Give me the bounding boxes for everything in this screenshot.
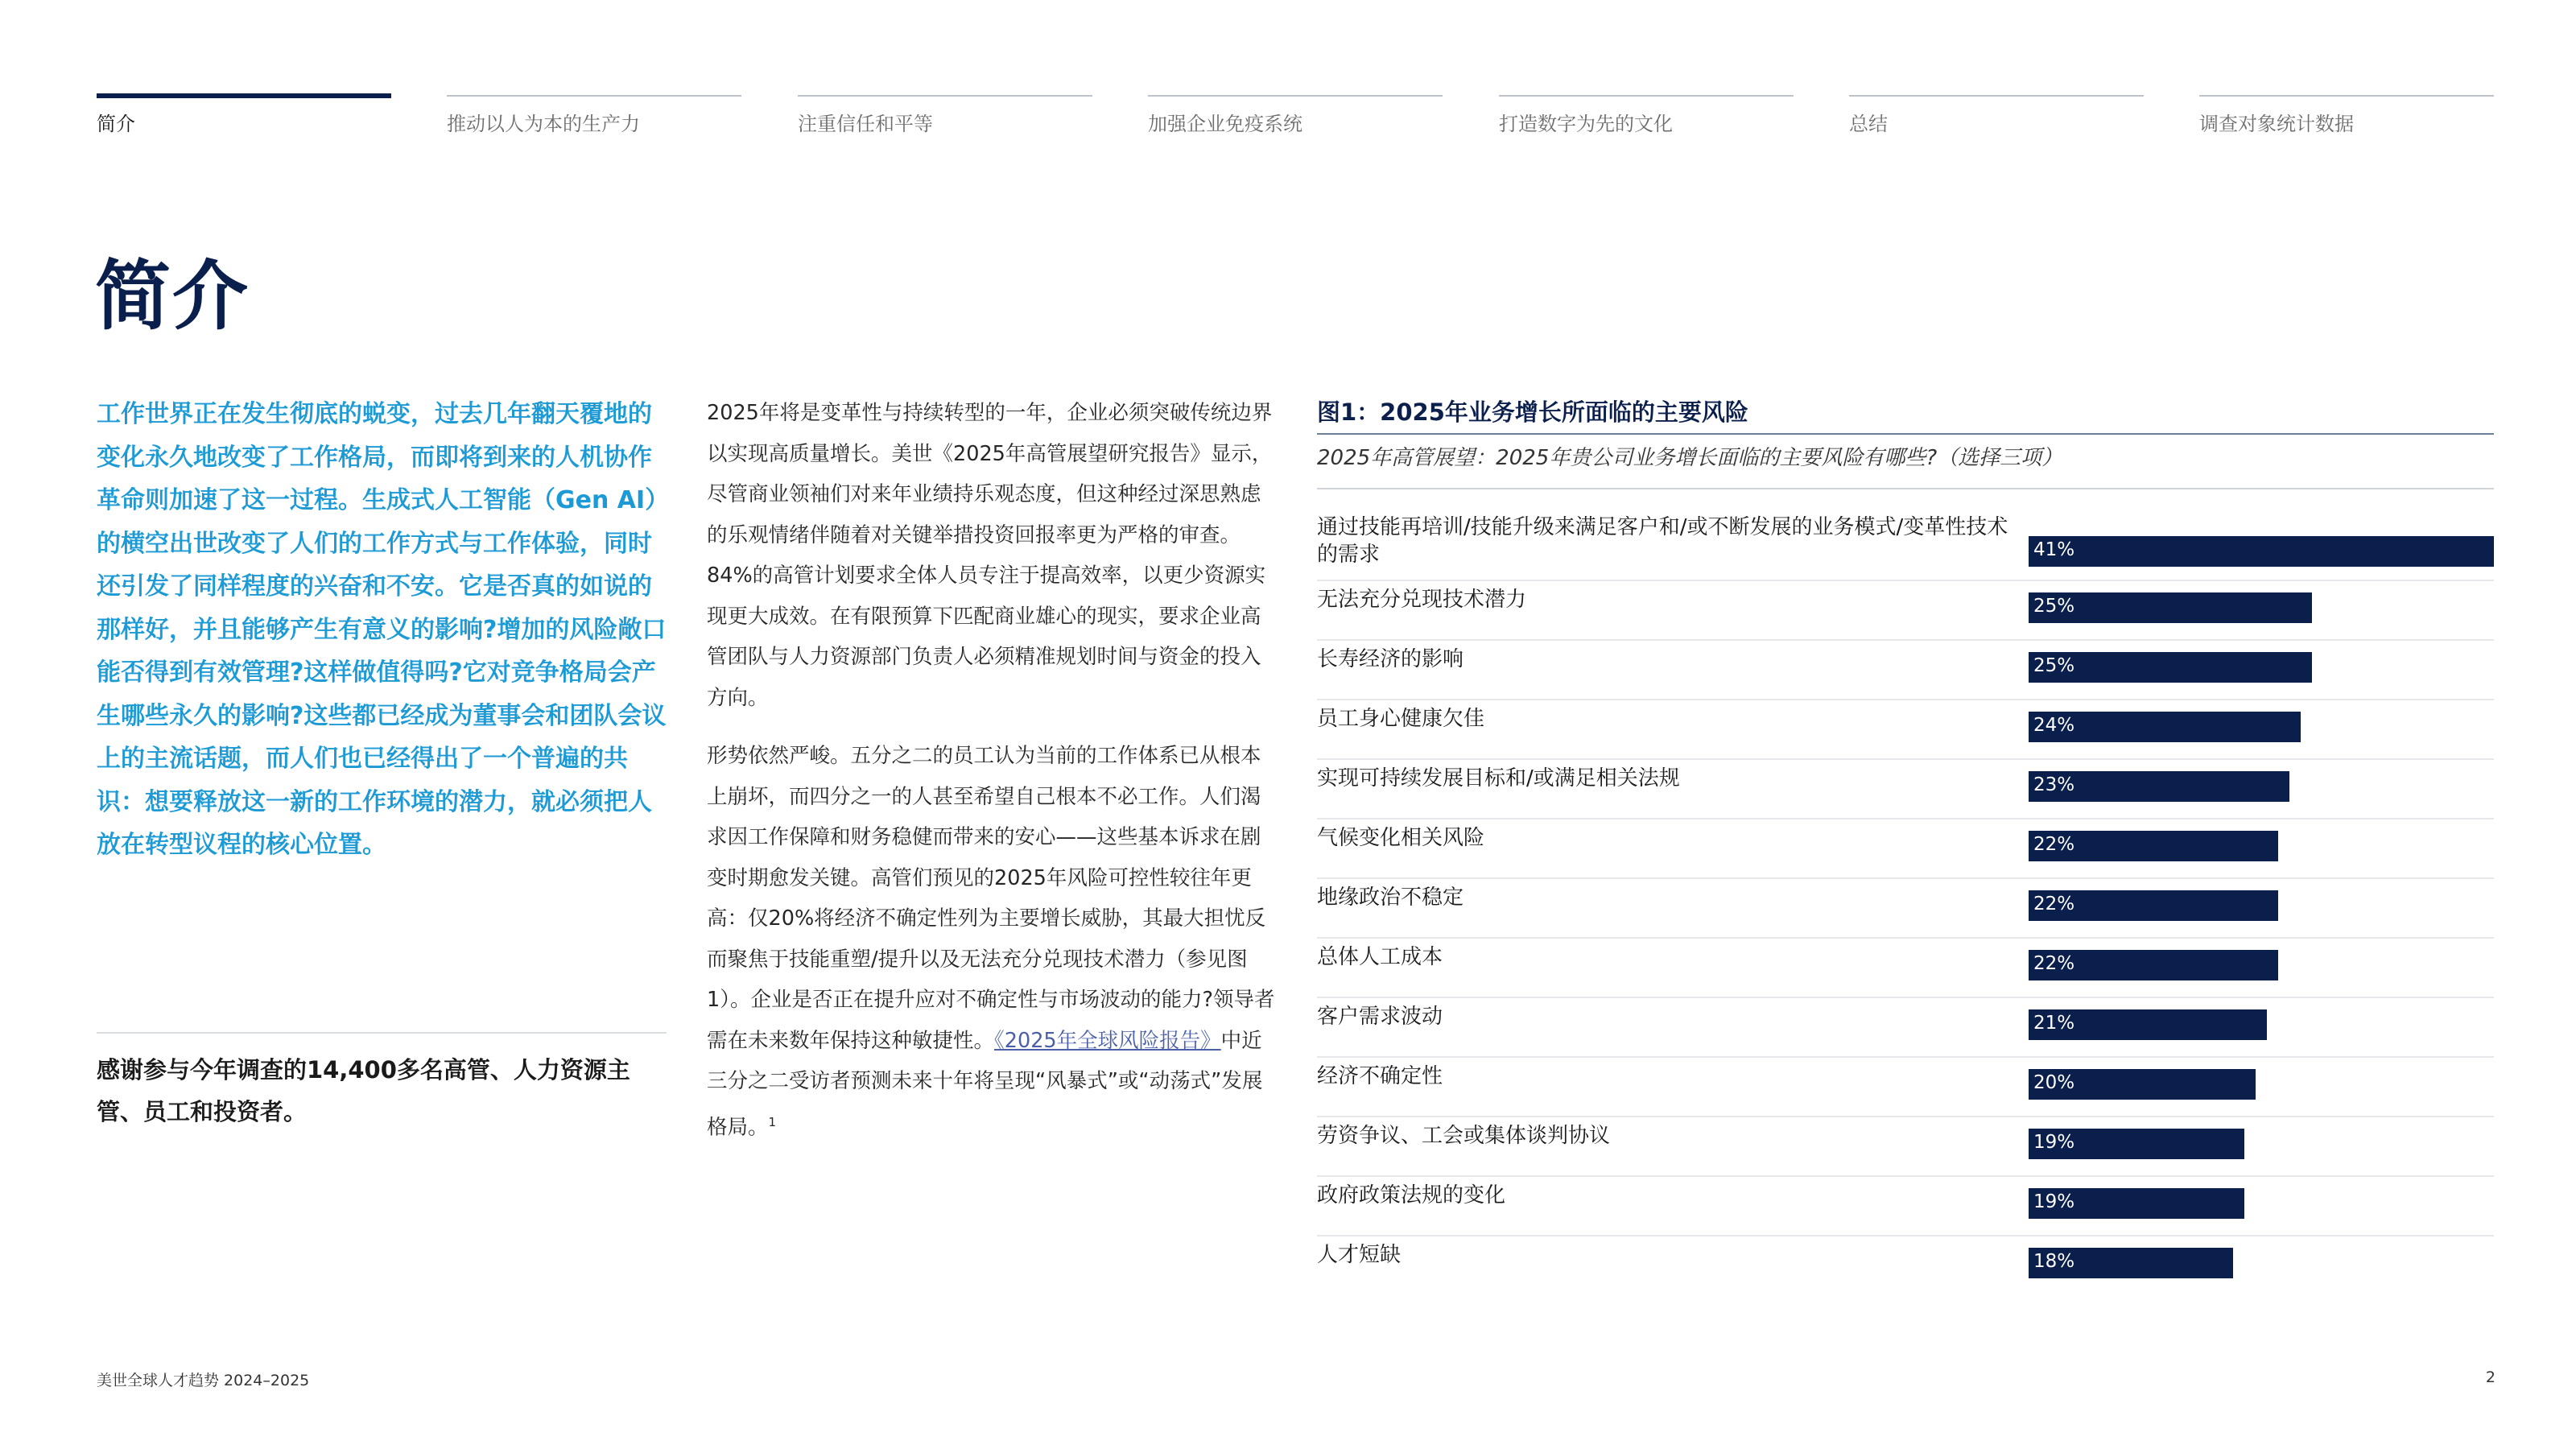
nav-tab-immune-system[interactable]: [1148, 95, 1443, 143]
bar: [2029, 652, 2312, 683]
chart-row: [1317, 1177, 2494, 1236]
nav-divider: [1849, 95, 2144, 97]
category-label: 员工身心健康欠佳: [1317, 707, 1485, 731]
nav-tab-trust-equity[interactable]: [798, 95, 1092, 143]
bar: [2029, 1069, 2256, 1100]
chart-row: [1317, 1117, 2494, 1177]
bar-value-label: 25%: [2033, 655, 2075, 676]
category-label: 总体人工成本: [1317, 945, 1443, 969]
body-paragraph-1: 2025年将是变革性与持续转型的一年，企业必须突破传统边界以实现高质量增长。美世《2025年高管展望研究报告》显示，尽管商业领袖们对来年业绩持乐观态度，但这种经过深思熟虑的乐观情绪伴随着对关键举措投资回报率更为严格的审查。84%的高管计划要求全体人员专注于提高效率，以更少资源实现更大成效。在有限预算下匹配商业雄心的现实，要求企业高管团队与人力资源部门负责人必须精准规划时间与资金的投入方向。: [707, 401, 1273, 710]
chart-row: [1317, 879, 2494, 939]
bar-value-label: 24%: [2033, 715, 2075, 736]
bar: [2029, 831, 2278, 861]
chart-row: [1317, 700, 2494, 760]
body-paragraph-2-text: 形势依然严峻。五分之二的员工认为当前的工作体系已从根本上崩坏，而四分之一的人甚至希望自己根本不必工作。人们渴求因工作保障和财务稳健而带来的安心——这些基本诉求在剧变时期愈发关键。高管们预见的2025年风险可控性较往年更高：仅20%将经济不确定性列为主要增长威胁，其最大担忧反而聚焦于技能重塑/提升以及无法充分兑现技术潜力（参见图1）。企业是否正在提升应对不确定性与市场波动的能力?领导者需在未来数年保持这种敏捷性。: [707, 744, 1275, 1053]
nav-label: 调查对象统计数据: [2199, 113, 2354, 135]
nav-label: 打造数字为先的文化: [1499, 113, 1673, 135]
global-risks-report-link[interactable]: 《2025年全球风险报告》: [994, 1028, 1221, 1053]
nav-label: 推动以人为本的生产力: [447, 113, 640, 135]
bar-value-label: 19%: [2033, 1191, 2075, 1212]
bar-value-label: 22%: [2033, 834, 2075, 855]
nav-label: 总结: [1849, 113, 1888, 135]
nav-divider: [447, 95, 741, 97]
nav-tab-demographics[interactable]: [2199, 95, 2494, 143]
bar: [2029, 1129, 2244, 1159]
section-nav: [97, 95, 2496, 143]
bar-value-label: 21%: [2033, 1013, 2075, 1034]
figure-subtitle: 2025年高管展望：2025年贵公司业务增长面临的主要风险有哪些?（选择三项）: [1317, 446, 2063, 470]
nav-label: 加强企业免疫系统: [1148, 113, 1302, 135]
chart-row: [1317, 1058, 2494, 1117]
category-label: 无法充分兑现技术潜力: [1317, 588, 1527, 612]
nav-divider: [2199, 95, 2494, 97]
intro-paragraph: 工作世界正在发生彻底的蜕变，过去几年翻天覆地的变化永久地改变了工作格局，而即将到来的人机协作革命则加速了这一过程。生成式人工智能（Gen AI）的横空出世改变了人们的工作方式与工作体验，同时还引发了同样程度的兴奋和不安。它是否真的如说的那样好，并且能够产生有意义的影响?增加的风险敞口能否得到有效管理?这样做值得吗?它对竞争格局会产生哪些永久的影响?这些都已经成为董事会和团队会议上的主流话题，而人们也已经得出了一个普遍的共识：想要释放这一新的工作环境的潜力，就必须把人放在转型议程的核心位置。: [97, 400, 667, 859]
body-text: [707, 393, 1278, 1166]
chart-row: [1317, 819, 2494, 879]
nav-divider: [1499, 95, 1794, 97]
chart-row: [1317, 760, 2494, 819]
body-paragraph-2: [707, 736, 1278, 1148]
figure-rule: [1317, 488, 2494, 489]
bar: [2029, 950, 2278, 980]
bar: [2029, 592, 2312, 623]
bar: [2029, 1009, 2267, 1040]
category-label: 实现可持续发展目标和/或满足相关法规: [1317, 766, 1680, 791]
nav-tab-productivity[interactable]: [447, 95, 741, 143]
bar: [2029, 1188, 2244, 1219]
bar: [2029, 771, 2289, 802]
category-label: 政府政策法规的变化: [1317, 1183, 1506, 1208]
risk-bar-chart: [1317, 509, 2494, 1294]
page-title: 简介: [95, 253, 250, 341]
category-label: 通过技能再培训/技能升级来满足客户和/或不断发展的业务模式/变革性技术的需求: [1317, 515, 2008, 567]
bar: [2029, 1248, 2233, 1278]
category-label: 劳资争议、工会或集体谈判协议: [1317, 1124, 1611, 1148]
chart-row: [1317, 509, 2494, 581]
chart-row: [1317, 998, 2494, 1058]
bar-value-label: 19%: [2033, 1132, 2075, 1153]
page-number: 2: [2485, 1368, 2496, 1386]
figure-rule: [1317, 433, 2494, 435]
chart-row: [1317, 939, 2494, 998]
category-label: 客户需求波动: [1317, 1005, 1443, 1029]
bar-value-label: 22%: [2033, 894, 2075, 914]
thanks-note: 感谢参与今年调查的14,400多名高管、人力资源主管、员工和投资者。: [97, 1056, 630, 1125]
bar: [2029, 712, 2301, 742]
nav-divider: [1148, 95, 1443, 97]
category-label: 地缘政治不稳定: [1317, 886, 1464, 910]
category-label: 人才短缺: [1317, 1243, 1402, 1267]
nav-tab-summary[interactable]: [1849, 95, 2144, 143]
footnote-ref: 1: [768, 1114, 777, 1129]
nav-indicator: [97, 93, 391, 98]
bar-value-label: 41%: [2033, 539, 2075, 560]
nav-label: 注重信任和平等: [798, 113, 933, 135]
bar-value-label: 22%: [2033, 953, 2075, 974]
nav-tab-digital-culture[interactable]: [1499, 95, 1794, 143]
nav-label: 简介: [97, 113, 135, 135]
bar-value-label: 25%: [2033, 596, 2075, 617]
bar-value-label: 18%: [2033, 1251, 2075, 1272]
chart-row: [1317, 1236, 2494, 1294]
category-label: 长寿经济的影响: [1317, 647, 1464, 671]
category-label: 经济不确定性: [1317, 1064, 1443, 1088]
bar: [2029, 536, 2494, 567]
figure-title: 图1：2025年业务增长所面临的主要风险: [1317, 398, 1748, 426]
chart-row: [1317, 581, 2494, 641]
bar: [2029, 890, 2278, 921]
category-label: 气候变化相关风险: [1317, 826, 1485, 850]
chart-row: [1317, 641, 2494, 700]
body-paragraph-2-tail: 中近三分之二受访者预测未来十年将呈现“风暴式”或“动荡式”发展格局。: [707, 1028, 1263, 1139]
nav-divider: [798, 95, 1092, 97]
divider: [97, 1032, 667, 1034]
nav-tab-intro[interactable]: [97, 95, 391, 143]
footer-report-title: 美世全球人才趋势 2024–2025: [97, 1372, 310, 1389]
bar-value-label: 23%: [2033, 774, 2075, 795]
bar-value-label: 20%: [2033, 1072, 2075, 1093]
